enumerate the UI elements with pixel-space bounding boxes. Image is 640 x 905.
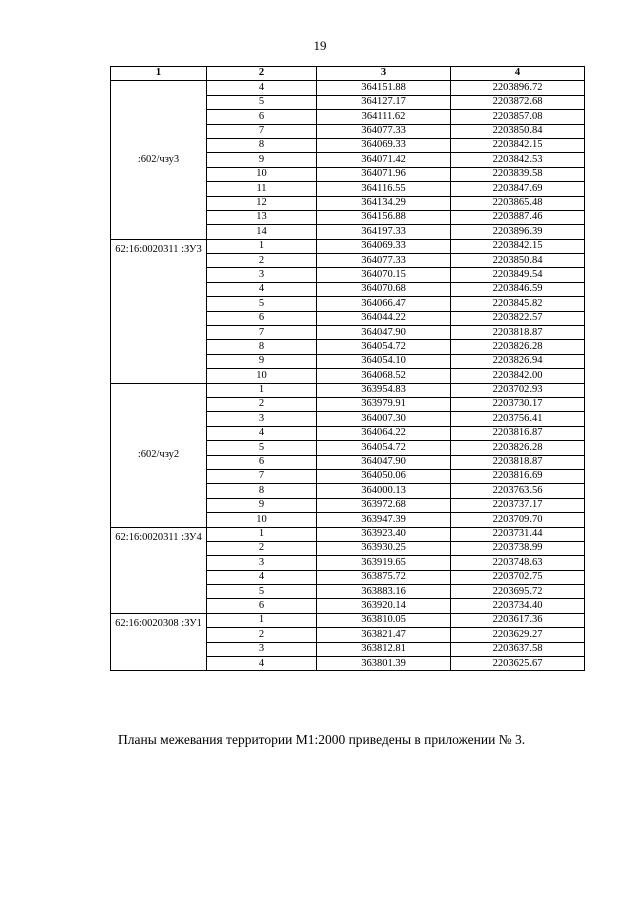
page-number: 19: [313, 38, 327, 53]
y-coordinate-cell: 2203842.53: [451, 153, 585, 167]
y-coordinate-cell: 2203748.63: [451, 556, 585, 570]
table-body: [111, 81, 585, 671]
x-coordinate-cell: 364116.55: [317, 182, 451, 196]
x-coordinate-cell: 363810.05: [317, 613, 451, 627]
x-coordinate-cell: 364066.47: [317, 297, 451, 311]
x-coordinate-cell: 363919.65: [317, 556, 451, 570]
x-coordinate-cell: 364068.52: [317, 369, 451, 383]
y-coordinate-cell: 2203872.68: [451, 95, 585, 109]
point-number-cell: 9: [207, 354, 317, 368]
y-coordinate-cell: 2203737.17: [451, 498, 585, 512]
y-coordinate-cell: 2203826.28: [451, 340, 585, 354]
y-coordinate-cell: 2203731.44: [451, 527, 585, 541]
plot-id-cell: 62:16:0020311 :ЗУ3: [111, 239, 207, 383]
y-coordinate-cell: 2203847.69: [451, 182, 585, 196]
y-coordinate-cell: 2203842.00: [451, 369, 585, 383]
point-number-cell: 9: [207, 153, 317, 167]
y-coordinate-cell: 2203734.40: [451, 599, 585, 613]
y-coordinate-cell: 2203850.84: [451, 254, 585, 268]
point-number-cell: 5: [207, 95, 317, 109]
point-number-cell: 2: [207, 541, 317, 555]
x-coordinate-cell: 364069.33: [317, 239, 451, 253]
point-number-cell: 7: [207, 326, 317, 340]
x-coordinate-cell: 364111.62: [317, 110, 451, 124]
point-number-cell: 2: [207, 254, 317, 268]
header-row: [111, 67, 585, 81]
y-coordinate-cell: 2203763.56: [451, 484, 585, 498]
point-number-cell: 4: [207, 282, 317, 296]
point-number-cell: 4: [207, 81, 317, 95]
point-number-cell: 1: [207, 527, 317, 541]
point-number-cell: 2: [207, 397, 317, 411]
point-number-cell: 11: [207, 182, 317, 196]
footnote-text: Планы межевания территории М1:2000 приведены в приложении № 3.: [118, 732, 526, 747]
table-row: [111, 613, 585, 627]
y-coordinate-cell: 2203842.15: [451, 239, 585, 253]
point-number-cell: 14: [207, 225, 317, 239]
y-coordinate-cell: 2203826.28: [451, 441, 585, 455]
x-coordinate-cell: 363920.14: [317, 599, 451, 613]
header-col-1: 1: [111, 67, 207, 81]
point-number-cell: 5: [207, 585, 317, 599]
point-number-cell: 6: [207, 455, 317, 469]
table-row: [111, 239, 585, 253]
y-coordinate-cell: 2203617.36: [451, 613, 585, 627]
y-coordinate-cell: 2203850.84: [451, 124, 585, 138]
header-col-4: 4: [451, 67, 585, 81]
x-coordinate-cell: 364151.88: [317, 81, 451, 95]
header-col-2: 2: [207, 67, 317, 81]
x-coordinate-cell: 363801.39: [317, 657, 451, 671]
y-coordinate-cell: 2203857.08: [451, 110, 585, 124]
x-coordinate-cell: 364070.15: [317, 268, 451, 282]
y-coordinate-cell: 2203818.87: [451, 455, 585, 469]
y-coordinate-cell: 2203738.99: [451, 541, 585, 555]
point-number-cell: 10: [207, 513, 317, 527]
y-coordinate-cell: 2203896.39: [451, 225, 585, 239]
table-row: [111, 81, 585, 95]
point-number-cell: 10: [207, 167, 317, 181]
x-coordinate-cell: 364054.72: [317, 340, 451, 354]
y-coordinate-cell: 2203702.75: [451, 570, 585, 584]
table-row: [111, 527, 585, 541]
y-coordinate-cell: 2203625.67: [451, 657, 585, 671]
y-coordinate-cell: 2203887.46: [451, 210, 585, 224]
point-number-cell: 5: [207, 441, 317, 455]
point-number-cell: 12: [207, 196, 317, 210]
y-coordinate-cell: 2203695.72: [451, 585, 585, 599]
plot-id-cell: :602/чзу2: [111, 383, 207, 527]
x-coordinate-cell: 364134.29: [317, 196, 451, 210]
x-coordinate-cell: 364071.42: [317, 153, 451, 167]
x-coordinate-cell: 364156.88: [317, 210, 451, 224]
x-coordinate-cell: 364070.68: [317, 282, 451, 296]
x-coordinate-cell: 363979.91: [317, 397, 451, 411]
y-coordinate-cell: 2203826.94: [451, 354, 585, 368]
x-coordinate-cell: 363972.68: [317, 498, 451, 512]
x-coordinate-cell: 364071.96: [317, 167, 451, 181]
x-coordinate-cell: 363947.39: [317, 513, 451, 527]
plot-id-cell: :602/чзу3: [111, 81, 207, 239]
y-coordinate-cell: 2203816.69: [451, 469, 585, 483]
point-number-cell: 8: [207, 138, 317, 152]
y-coordinate-cell: 2203816.87: [451, 426, 585, 440]
plot-id-cell: 62:16:0020311 :ЗУ4: [111, 527, 207, 613]
point-number-cell: 6: [207, 599, 317, 613]
point-number-cell: 6: [207, 110, 317, 124]
x-coordinate-cell: 364047.90: [317, 455, 451, 469]
point-number-cell: 7: [207, 469, 317, 483]
point-number-cell: 7: [207, 124, 317, 138]
y-coordinate-cell: 2203842.15: [451, 138, 585, 152]
point-number-cell: 1: [207, 383, 317, 397]
point-number-cell: 8: [207, 484, 317, 498]
point-number-cell: 4: [207, 570, 317, 584]
x-coordinate-cell: 363930.25: [317, 541, 451, 555]
x-coordinate-cell: 364064.22: [317, 426, 451, 440]
point-number-cell: 9: [207, 498, 317, 512]
y-coordinate-cell: 2203756.41: [451, 412, 585, 426]
x-coordinate-cell: 363923.40: [317, 527, 451, 541]
plot-id-cell: 62:16:0020308 :ЗУ1: [111, 613, 207, 671]
table-header: [111, 67, 585, 81]
x-coordinate-cell: 364054.72: [317, 441, 451, 455]
x-coordinate-cell: 364077.33: [317, 124, 451, 138]
x-coordinate-cell: 364197.33: [317, 225, 451, 239]
point-number-cell: 6: [207, 311, 317, 325]
x-coordinate-cell: 364044.22: [317, 311, 451, 325]
x-coordinate-cell: 364069.33: [317, 138, 451, 152]
y-coordinate-cell: 2203822.57: [451, 311, 585, 325]
point-number-cell: 3: [207, 642, 317, 656]
y-coordinate-cell: 2203702.93: [451, 383, 585, 397]
point-number-cell: 2: [207, 628, 317, 642]
x-coordinate-cell: 363812.81: [317, 642, 451, 656]
point-number-cell: 3: [207, 412, 317, 426]
y-coordinate-cell: 2203818.87: [451, 326, 585, 340]
point-number-cell: 8: [207, 340, 317, 354]
header-col-3: 3: [317, 67, 451, 81]
y-coordinate-cell: 2203849.54: [451, 268, 585, 282]
y-coordinate-cell: 2203865.48: [451, 196, 585, 210]
point-number-cell: 5: [207, 297, 317, 311]
table-row: [111, 383, 585, 397]
coordinates-table: [110, 66, 585, 671]
x-coordinate-cell: 364000.13: [317, 484, 451, 498]
x-coordinate-cell: 363954.83: [317, 383, 451, 397]
x-coordinate-cell: 364007.30: [317, 412, 451, 426]
y-coordinate-cell: 2203839.58: [451, 167, 585, 181]
x-coordinate-cell: 364127.17: [317, 95, 451, 109]
point-number-cell: 4: [207, 657, 317, 671]
y-coordinate-cell: 2203846.59: [451, 282, 585, 296]
y-coordinate-cell: 2203896.72: [451, 81, 585, 95]
y-coordinate-cell: 2203629.27: [451, 628, 585, 642]
x-coordinate-cell: 364050.06: [317, 469, 451, 483]
x-coordinate-cell: 364077.33: [317, 254, 451, 268]
x-coordinate-cell: 363821.47: [317, 628, 451, 642]
x-coordinate-cell: 363875.72: [317, 570, 451, 584]
y-coordinate-cell: 2203845.82: [451, 297, 585, 311]
point-number-cell: 4: [207, 426, 317, 440]
y-coordinate-cell: 2203709.70: [451, 513, 585, 527]
y-coordinate-cell: 2203730.17: [451, 397, 585, 411]
x-coordinate-cell: 364047.90: [317, 326, 451, 340]
point-number-cell: 1: [207, 613, 317, 627]
point-number-cell: 10: [207, 369, 317, 383]
point-number-cell: 13: [207, 210, 317, 224]
point-number-cell: 3: [207, 556, 317, 570]
point-number-cell: 3: [207, 268, 317, 282]
x-coordinate-cell: 363883.16: [317, 585, 451, 599]
x-coordinate-cell: 364054.10: [317, 354, 451, 368]
point-number-cell: 1: [207, 239, 317, 253]
y-coordinate-cell: 2203637.58: [451, 642, 585, 656]
